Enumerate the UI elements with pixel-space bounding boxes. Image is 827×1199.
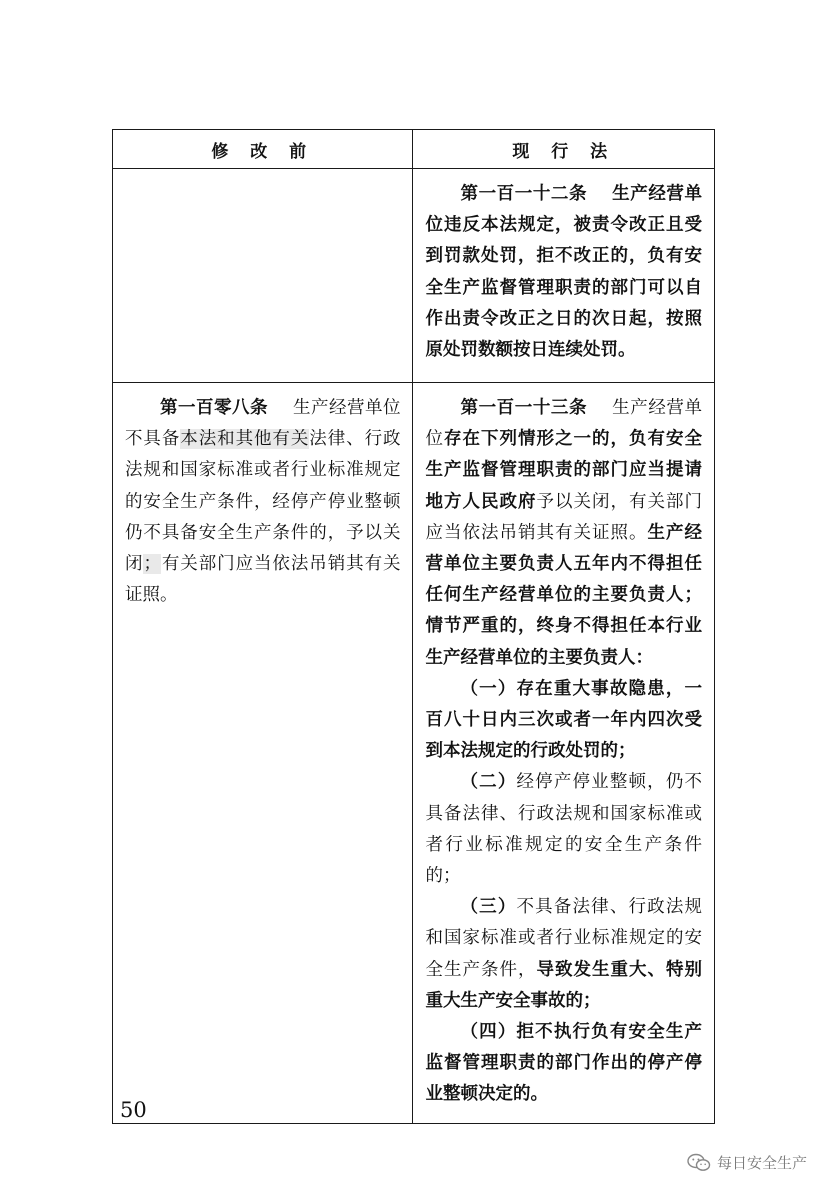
- wechat-icon: [687, 1153, 711, 1173]
- cell-article-112: [413, 169, 715, 383]
- article-108-text-a: 生产经营单位不具备: [125, 398, 401, 450]
- header-before-revision: 修 改 前: [113, 130, 413, 169]
- article-108-paragraph: [125, 393, 400, 611]
- article-113-item-2-end: 安全生产条件的；: [425, 834, 703, 887]
- article-112-heading: 第一百一十二条: [460, 184, 588, 204]
- article-113-item-1: （一）存在重大事故隐患，一百八十日内三次或者一年内四次受到本法规定的行政处罚的；: [425, 678, 702, 762]
- article-113-intro-a: 生产经营单位: [425, 398, 703, 450]
- article-112-text: 生产经营单位违反本法规定，被责令改正且受到罚款处罚，拒不改正的，负有安全生产监督管理职责的部门可以自作出责令改正之日的次日起，按照原处罚数额按日连续处罚。: [425, 184, 703, 361]
- article-113-item-2: [425, 767, 702, 892]
- article-113-heading: 第一百一十三条: [460, 398, 588, 418]
- watermark-text: 每日安全生产: [716, 1154, 807, 1172]
- cell-article-108: [113, 383, 413, 1124]
- article-108-highlight: 本法和其他有关: [180, 429, 310, 450]
- article-113-item-2-number: （二）: [460, 772, 517, 793]
- page-number: 50: [120, 1098, 147, 1122]
- header-current-law: 现 行 法: [413, 130, 715, 169]
- comparison-table: [112, 129, 715, 1124]
- article-112-paragraph: [425, 179, 702, 366]
- watermark: [687, 1152, 807, 1173]
- article-108-text-d: 有关部门应当依法吊销其有关证照。: [125, 554, 401, 606]
- cell-empty-before: [113, 169, 413, 383]
- article-113-item-3-number: （三）: [460, 897, 517, 918]
- article-113-intro-d: 生产经营单位主要负责人五年内不得担任任何生产经营单位的主要负责人；情节严重的，终身不得担任本行业生产经营单位的主要负责人：: [425, 522, 703, 668]
- article-113-intro-c: 予以关闭，有关部门应当依法吊销其有关证照。: [425, 491, 703, 543]
- cell-article-113: [413, 383, 715, 1124]
- article-113-item-3: [425, 892, 702, 1017]
- article-113-intro-b: 存在下列情形之一的，负有安全生产监督管理职责的部门应当提请地方人民政府: [425, 429, 703, 512]
- article-108-text-b: 法律、行政法规和国家标准或者行业标准规定的安全生产条件，经停产停业整顿仍不具备安全生产条件的，予以关闭: [125, 429, 401, 575]
- article-113-intro: [425, 393, 702, 674]
- article-108-semicolon: ；: [143, 554, 161, 575]
- article-108-heading: 第一百零八条: [160, 398, 268, 418]
- article-113-item-4: （四）拒不执行负有安全生产监督管理职责的部门作出的停产停业整顿决定的。: [425, 1022, 702, 1105]
- table-row: [113, 383, 715, 1124]
- table-row: [113, 169, 715, 383]
- article-113-item-3-text: 不具备法律、行政法规和国家标准或者行业标准规定的安全生产条件，: [425, 897, 703, 980]
- table-header-row: [113, 130, 715, 169]
- article-113-item-2-text: 经停产停业整顿，仍不具备法律、行政法规和国家标准或者行业标准规定的: [425, 772, 703, 855]
- article-113-item-3-end: 导致发生重大、特别重大生产安全事故的；: [425, 959, 703, 1011]
